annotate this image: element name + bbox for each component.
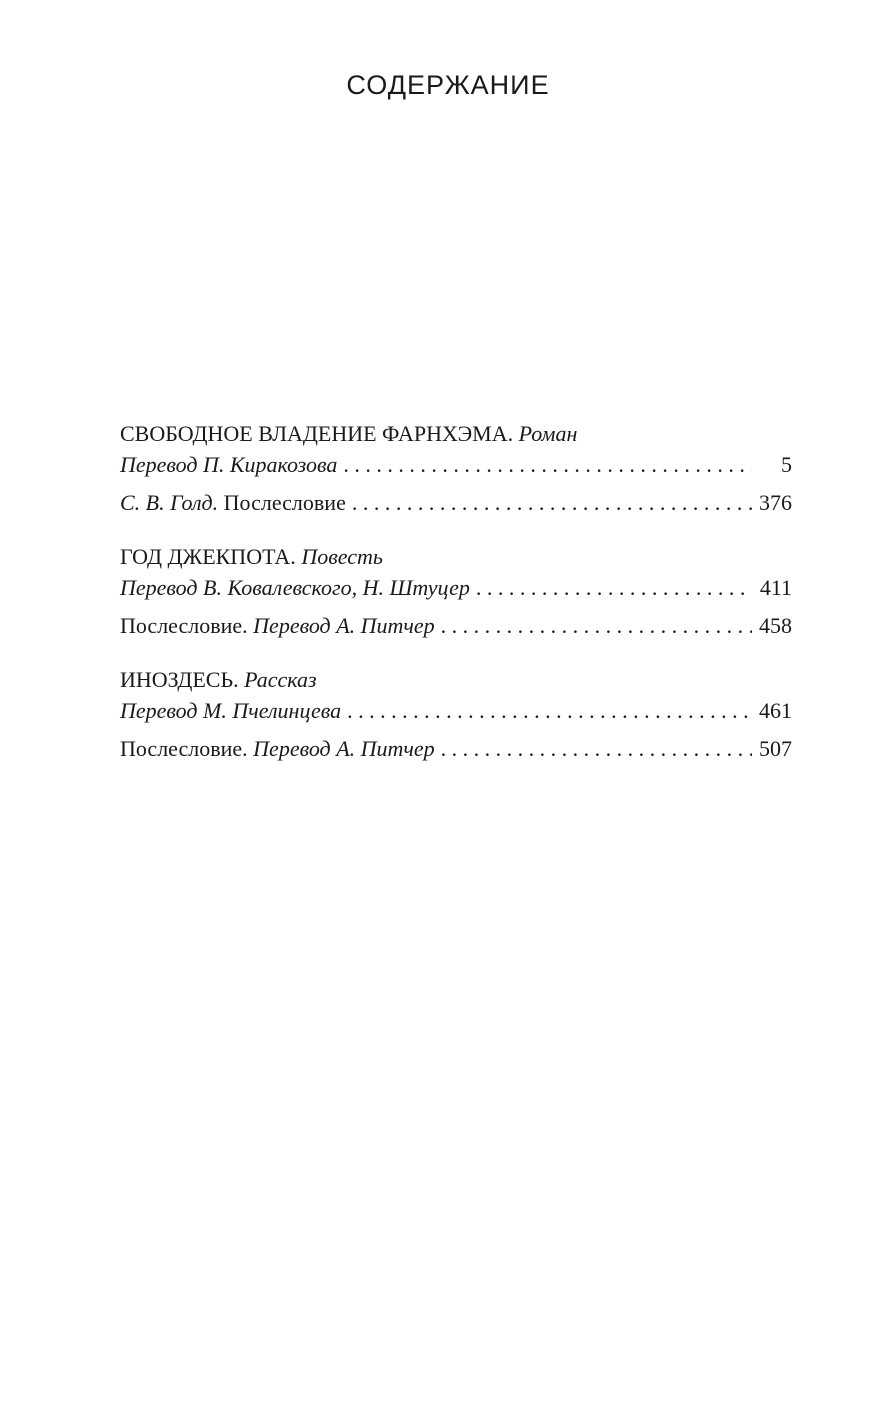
work-title: ГОД ДЖЕКПОТА.	[120, 544, 296, 569]
entry-text	[120, 572, 470, 603]
toc-entry-afterword[interactable]	[120, 487, 792, 518]
page-number: 5	[781, 452, 792, 477]
work-title: ИНОЗДЕСЬ.	[120, 667, 239, 692]
entry-translator: Перевод В. Ковалевского, Н. Штуцер	[120, 575, 470, 600]
entry-text	[120, 610, 435, 641]
work-title-line	[120, 664, 792, 695]
entry-translator: Перевод А. Питчер	[253, 736, 435, 761]
dot-leader	[352, 487, 752, 518]
work-genre: Повесть	[301, 544, 383, 569]
entry-translator: Перевод А. Питчер	[253, 613, 435, 638]
entry-label: Послесловие.	[120, 736, 254, 761]
toc-entry-afterword[interactable]	[120, 733, 792, 764]
entry-label: Послесловие.	[120, 613, 254, 638]
entry-text	[120, 695, 341, 726]
work-genre: Рассказ	[244, 667, 317, 692]
page-number: 376	[759, 490, 792, 515]
page-title: СОДЕРЖАНИЕ	[346, 70, 550, 100]
entry-text	[120, 487, 346, 518]
dot-leader	[441, 610, 752, 641]
work-title: СВОБОДНОЕ ВЛАДЕНИЕ ФАРНХЭМА.	[120, 421, 514, 446]
toc-work-jackpot	[120, 541, 792, 641]
page-number: 507	[759, 736, 792, 761]
entry-label: Послесловие	[218, 490, 346, 515]
work-title-line	[120, 418, 792, 449]
entry-text	[120, 733, 435, 764]
toc-entry-afterword[interactable]	[120, 610, 792, 641]
table-of-contents	[120, 418, 792, 787]
toc-work-farnham	[120, 418, 792, 518]
dot-leader	[441, 733, 752, 764]
entry-text	[120, 449, 337, 480]
toc-work-elsewhere	[120, 664, 792, 764]
page-number: 411	[759, 575, 792, 600]
page-number: 461	[759, 698, 792, 723]
page-number: 458	[759, 613, 792, 638]
entry-author: С. В. Голд.	[120, 490, 219, 515]
toc-entry-translation[interactable]	[120, 572, 792, 603]
toc-entry-translation[interactable]	[120, 449, 792, 480]
work-title-line	[120, 541, 792, 572]
entry-translator: Перевод П. Киракозова	[120, 452, 338, 477]
toc-entry-translation[interactable]	[120, 695, 792, 726]
dot-leader	[343, 449, 752, 480]
work-genre: Роман	[518, 421, 578, 446]
entry-translator: Перевод М. Пчелинцева	[120, 698, 342, 723]
dot-leader	[476, 572, 752, 603]
dot-leader	[347, 695, 752, 726]
